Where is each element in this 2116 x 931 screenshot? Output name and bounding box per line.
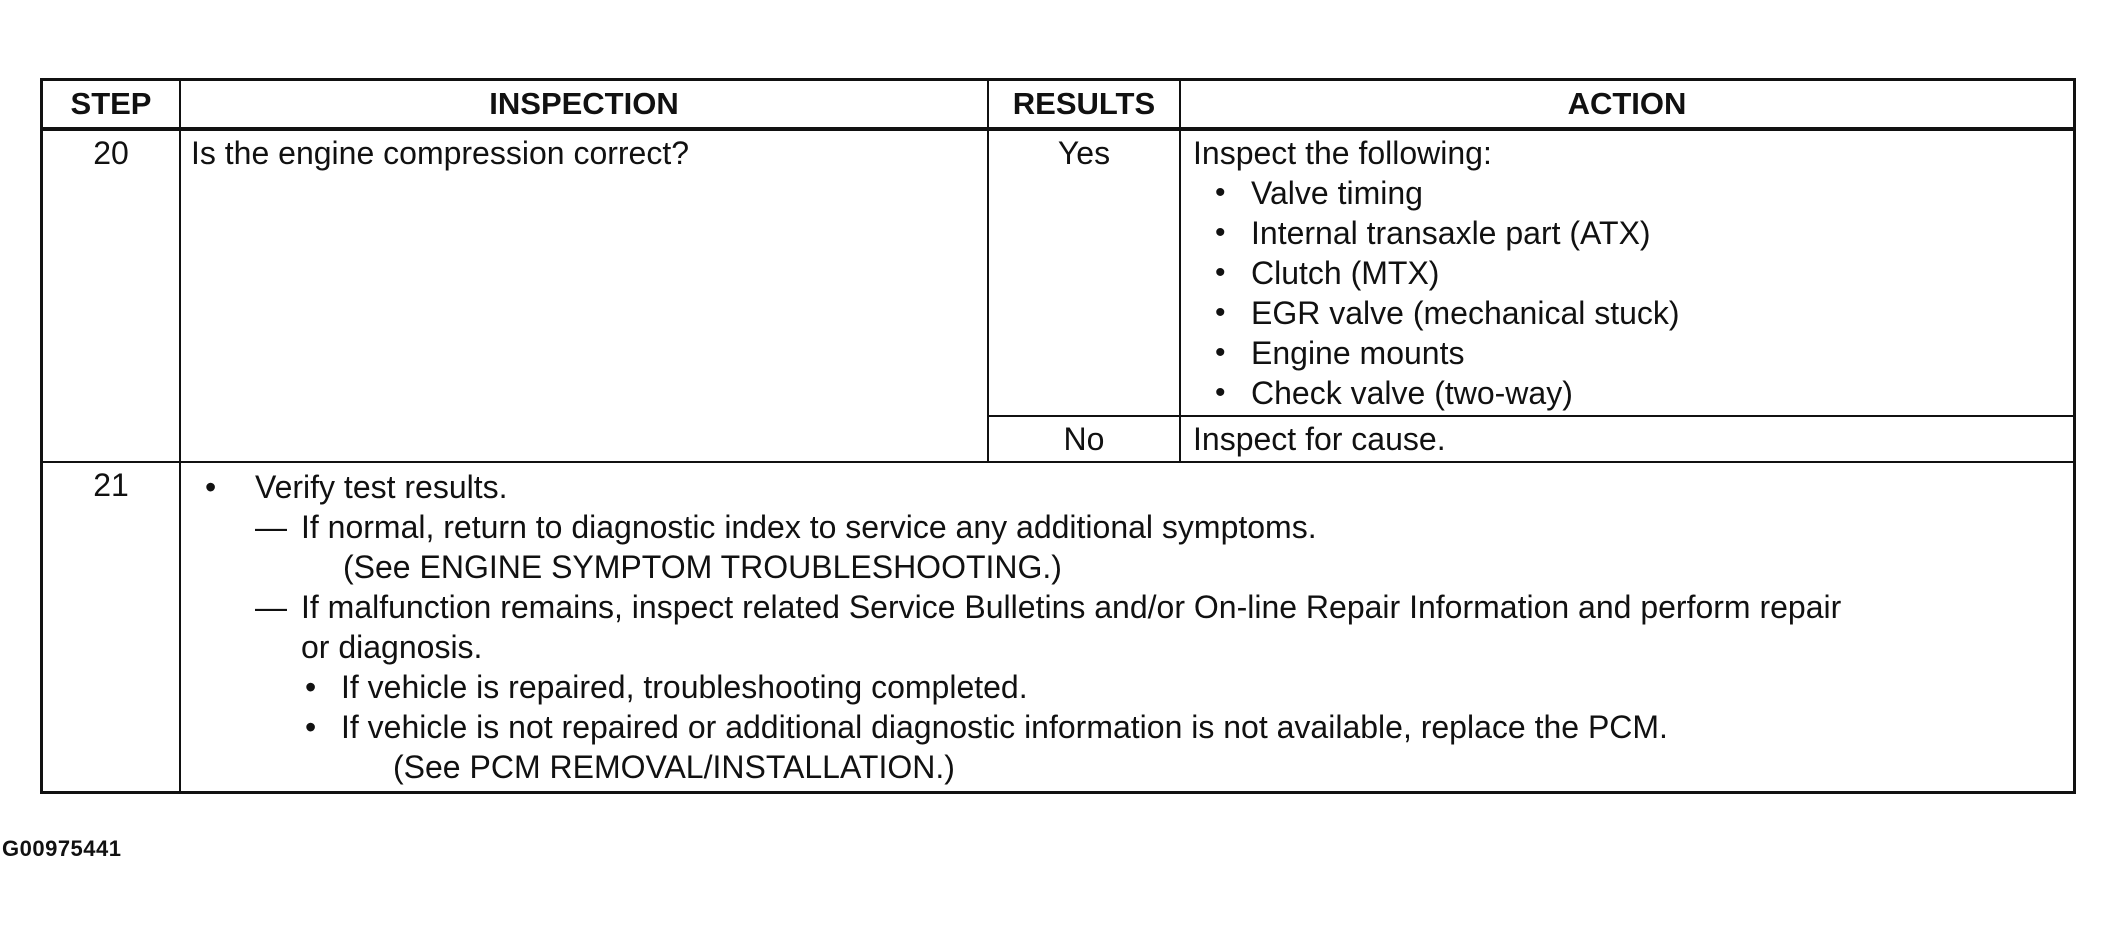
figure-code: G00975441 [2, 836, 122, 861]
dash2-continuation: or diagnosis. [301, 629, 483, 665]
header-inspection: INSPECTION [180, 80, 988, 130]
sub1-text: If vehicle is repaired, troubleshooting completed. [341, 669, 1028, 705]
action-intro: Inspect the following: [1193, 135, 1492, 171]
verify-line [205, 467, 2063, 507]
list-item: • Clutch (MTX) [1193, 253, 2061, 293]
step-number: 21 [42, 462, 181, 793]
dash-icon: — [255, 509, 287, 545]
result-no: No [988, 416, 1180, 462]
sub-bullet [255, 707, 2063, 747]
dash-icon: — [255, 589, 287, 625]
dash-item [255, 507, 2063, 547]
dash1-text: If normal, return to diagnostic index to service any additional symptoms. [301, 509, 1317, 545]
sub-bullet [255, 667, 2063, 707]
dash-item [255, 587, 2063, 627]
result-yes: Yes [988, 129, 1180, 416]
dash2-text: If malfunction remains, inspect related Service Bulletins and/or On-line Repair Information and perform repair [301, 589, 1842, 625]
verify-text: Verify test results. [255, 469, 508, 505]
action-no: Inspect for cause. [1180, 416, 2075, 462]
table-row [42, 462, 2075, 793]
diagnostic-table [40, 78, 2076, 794]
action-list [1193, 173, 2061, 413]
list-item: • Engine mounts [1193, 333, 2061, 373]
sub2-text: If vehicle is not repaired or additional diagnostic information is not available, replace the PCM. [341, 709, 1668, 745]
header-results: RESULTS [988, 80, 1180, 130]
bullet-icon: • [205, 469, 217, 505]
dash1-note: (See ENGINE SYMPTOM TROUBLESHOOTING.) [343, 549, 1062, 585]
list-item: • Valve timing [1193, 173, 2061, 213]
list-item: • Internal transaxle part (ATX) [1193, 213, 2061, 253]
list-item: • Check valve (two-way) [1193, 373, 2061, 413]
header-step: STEP [42, 80, 181, 130]
step-number: 20 [42, 129, 181, 462]
sub2-note: (See PCM REMOVAL/INSTALLATION.) [393, 749, 955, 785]
step21-sub [205, 507, 2063, 787]
action-yes [1180, 129, 2075, 416]
bullet-icon: • [305, 709, 317, 745]
header-row [42, 80, 2075, 130]
header-action: ACTION [1180, 80, 2075, 130]
table-row [42, 129, 2075, 416]
list-item: • EGR valve (mechanical stuck) [1193, 293, 2061, 333]
step21-content [180, 462, 2075, 793]
bullet-icon: • [305, 669, 317, 705]
inspection-text: Is the engine compression correct? [180, 129, 988, 462]
